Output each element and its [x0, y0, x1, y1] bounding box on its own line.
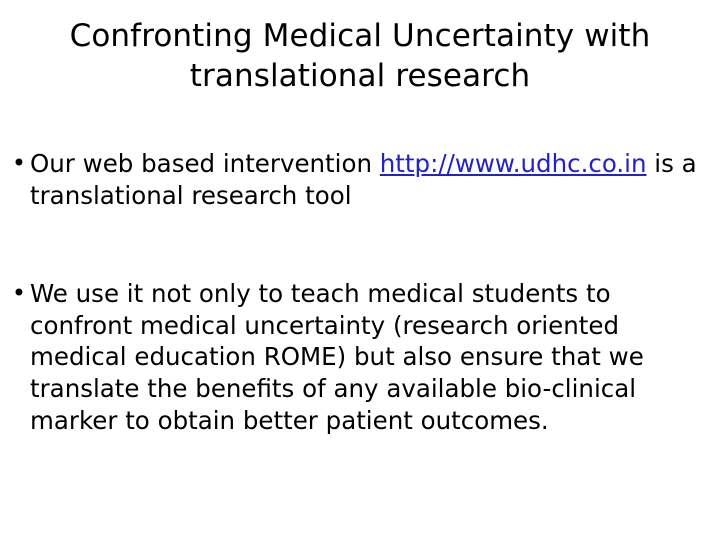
page-title: Confronting Medical Uncertainty with translational research: [69, 18, 651, 95]
bullet-spacer: [8, 212, 714, 278]
slide-body: [8, 148, 714, 437]
list-item: [8, 278, 714, 437]
list-item: [8, 148, 714, 212]
bullet-text-1: [30, 148, 714, 212]
bullet-text-2: We use it not only to teach medical students to confront medical uncertainty (research oriented medical education ROME) but also ensure that we translate the benefits of any available bio-clinical marker to obtain better patient outcomes.: [30, 278, 644, 436]
bullet-1-text-before-link: Our web based intervention: [30, 149, 380, 178]
bullet-1-text-after-link: is a translational research tool: [30, 149, 697, 210]
bullet-point-icon: •: [11, 149, 27, 177]
website-link[interactable]: http://www.udhc.co.in: [379, 149, 647, 178]
bullet-point-icon: •: [11, 278, 27, 307]
